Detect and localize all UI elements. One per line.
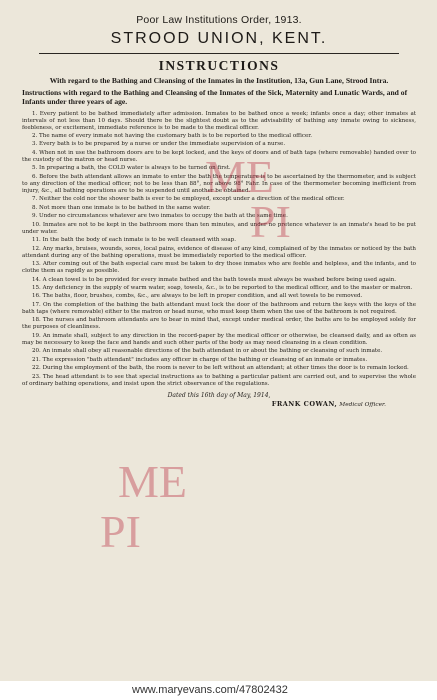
instruction-item: 11. In the bath the body of each inmate is to be well cleansed with soap.: [32, 237, 236, 244]
instruction-item: 22. During the employment of the bath, the room is never to be left without an attendant; at other times the door is to remain locked.: [32, 365, 409, 372]
order-title: Poor Law Institutions Order, 1913.: [136, 14, 302, 26]
signature-line: [22, 400, 386, 408]
union-title: STROOD UNION, KENT.: [110, 30, 328, 47]
instruction-item: 10. Inmates are not to be kept in the bathroom more than ten minutes, and under no pretence whatever is an inmate's head to be put under water.: [22, 221, 416, 235]
instruction-item: 4. When not in use the bathroom doors are to be kept locked, and the keys of doors and of bath taps (where removable) handed over to the custody of the matron or head nurse.: [22, 149, 416, 163]
signer-role: Medical Officer.: [339, 401, 386, 408]
instruction-item: 8. Not more than one inmate is to be bathed in the same water.: [32, 204, 211, 211]
watermark-pi: PI: [100, 506, 141, 557]
instruction-item: 17. On the completion of the bathing the bath attendant must lock the door of the bathroom and return the keys with the keys of the bath taps (where removable) either to the matron or head nurse, who must keep them when the use of the bathroom is not required.: [22, 301, 416, 315]
credit-text: www.maryevans.com/47802432: [132, 684, 288, 696]
instruction-item: 21. The expression "bath attendant" includes any officer in charge of the bathing or cleansing of an inmate or inmates.: [32, 356, 368, 363]
instruction-list: [22, 111, 416, 388]
instruction-item: 2. The name of every inmate not having the customary bath is to be reported to the medical officer.: [32, 133, 313, 140]
instruction-item: 7. Neither the cold nor the shower bath is ever to be employed, except under a direction of the medical officer.: [32, 196, 345, 203]
instruction-item: 16. The baths, floor, brushes, combs, &c., are always to be left in proper condition, and all wet towels to be removed.: [32, 293, 363, 300]
instruction-item: 18. The nurses and bathroom attendants are to bear in mind that, except under medical order, the baths are to be employed solely for the purposes of cleanliness.: [22, 317, 416, 331]
instruction-item: 13. After coming out of the bath especial care must be taken to dry those inmates who are feeble and helpless, and the infants, and to clothe them as rapidly as possible.: [22, 261, 416, 275]
signer-name: FRANK COWAN,: [271, 399, 338, 408]
instruction-item: 14. A clean towel is to be provided for every inmate bathed and the bath towels must always be washed before being used again.: [32, 276, 397, 283]
title-rule: [39, 53, 399, 54]
instructions-heading: INSTRUCTIONS: [158, 58, 280, 73]
watermark-pi: PI: [250, 196, 291, 247]
instruction-item: 9. Under no circumstances whatever are two inmates to occupy the bath at the same time.: [32, 213, 288, 220]
subheading-institution: With regard to the Bathing and Cleansing of the Inmates in the Institution, 13a, Gun Lane, Strood Intra.: [49, 76, 389, 85]
watermark-me: ME: [118, 456, 187, 507]
instruction-item: 23. The head attendant is to see that special instructions as to bathing a particular patient are carried out, and to supervise the whole of ordinary bathing operations, and insist upon the strict observance of the regulations.: [22, 373, 416, 387]
watermark-me: ME: [205, 151, 274, 202]
instruction-item: 1. Every patient to be bathed immediately after admission. Inmates to be bathed once a week; infants once a day; other inmates at intervals of not less than 10 days. Should there be the slightest doubt as to the advisability of bathing any inmate owing to sickness, feebleness, or excitement, immediate reference is to be made to the medical officer.: [22, 110, 416, 131]
instruction-item: 19. An inmate shall, subject to any direction in the record-paper by the medical officer or otherwise, be cleansed daily, and as often as may be necessary to keep the face and hands and such other parts of the body as may need cleansing in a clean condition.: [22, 332, 416, 346]
date-line: Dated this 16th day of May, 1914,: [167, 391, 271, 399]
subheading-wards: Instructions with regard to the Bathing and Cleansing of the Inmates of the Sick, Maternity and Lunatic Wards, and of Infants under three years of age.: [22, 87, 408, 106]
instruction-item: 3. Every bath is to be prepared by a nurse or under the immediate supervision of a nurse.: [32, 141, 286, 148]
document-content: [22, 14, 416, 408]
instruction-item: 6. Before the bath attendant allows an inmate to enter the bath the temperature is to be ascertained by the thermometer, and is subject to any direction of the medical officer, not to be less than 88°, nor above 98° Fahr. In case of the thermometer becoming inefficient from injury, &c., all bathing operations are to be suspended until another be obtained.: [22, 173, 416, 194]
instruction-item: 12. Any marks, bruises, wounds, sores, local pains, evidence of disease of any kind, complained of by the inmates or noticed by the bath attendant during any of the bathing operations, must be immediately reported to the medical officer.: [22, 245, 416, 259]
instruction-item: 5. In preparing a bath, the COLD water is always to be turned on first.: [32, 165, 231, 172]
instruction-item: 20. An inmate shall obey all reasonable directions of the bath attendant in or about the bathing or cleansing of such inmate.: [32, 348, 383, 355]
instruction-item: 15. Any deficiency in the supply of warm water, soap, towels, &c., is to be reported to the medical officer, and to the master or matron.: [32, 285, 413, 291]
credit-bar: [0, 681, 437, 700]
